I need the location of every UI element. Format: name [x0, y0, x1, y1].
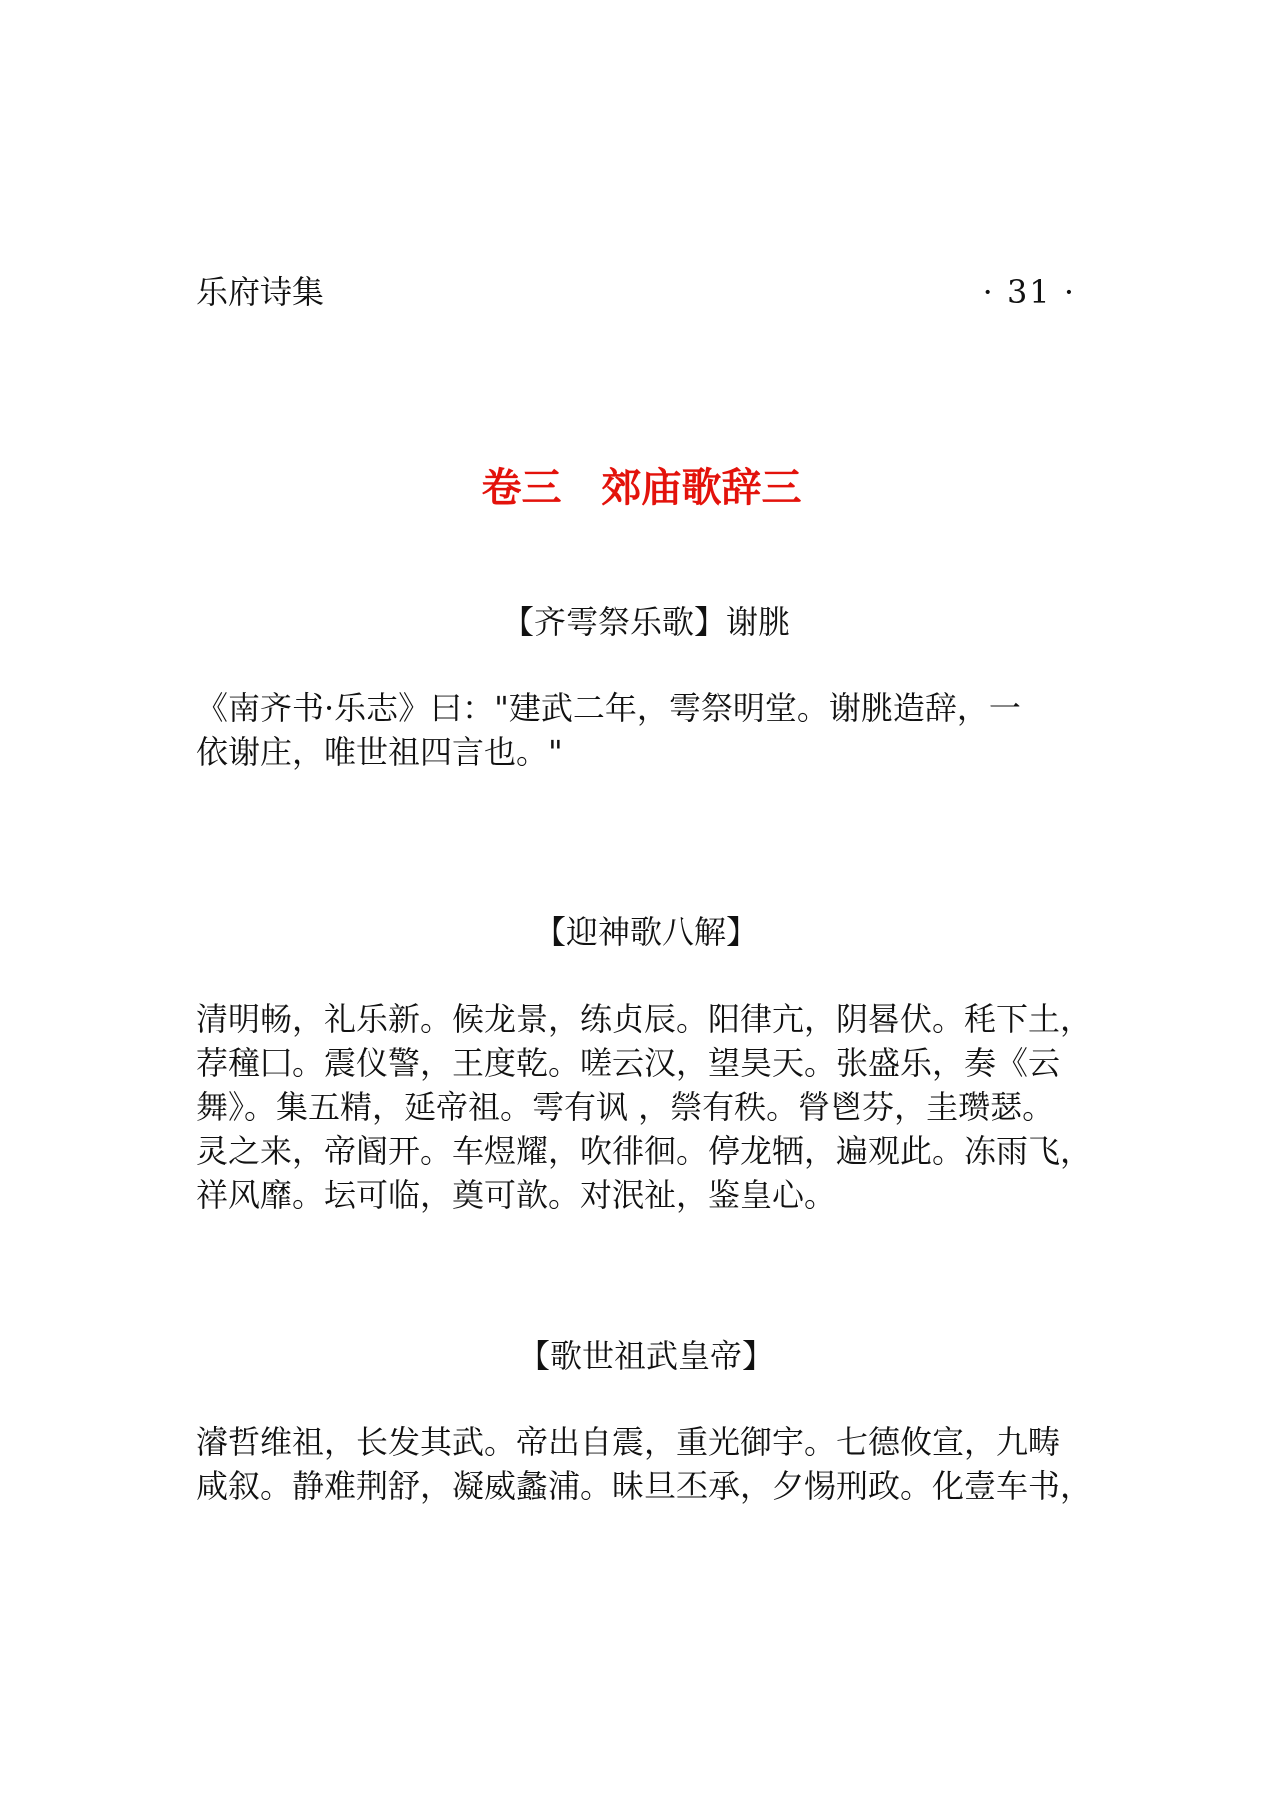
page-number: · 31 ·	[982, 273, 1076, 311]
section-body-qi-yuji	[196, 686, 1096, 774]
section-heading-qi-yuji: 【齐雩祭乐歌】谢朓	[501, 603, 790, 641]
text-line: 咸叙。静难荆舒，凝威蠡浦。昧旦丕承，夕惕刑政。化壹车书，	[196, 1467, 1093, 1505]
text-line: 灵之来，帝阍开。车煜耀，吹徘徊。停龙牺，遍观此。冻雨飞，	[196, 1132, 1093, 1170]
text-line: 荐穜囗。震仪警，王度乾。嗟云汉，望昊天。张盛乐，奏《云	[196, 1044, 1061, 1082]
section-heading-yingshen: 【迎神歌八解】	[533, 913, 758, 951]
text-line: 祥风靡。坛可临，奠可歆。对泯祉，鉴皇心。	[196, 1176, 837, 1214]
chapter-title: 卷三 郊庙歌辞三	[481, 465, 802, 511]
text-line: 濬哲维祖，长发其武。帝出自震，重光御宇。七德攸宣，九畴	[196, 1423, 1061, 1461]
text-line: 《南齐书·乐志》曰："建武二年，雩祭明堂。谢朓造辞，一	[196, 689, 1021, 727]
section-heading-shizu: 【歌世祖武皇帝】	[517, 1337, 774, 1375]
section-body-shizu	[196, 1420, 1096, 1508]
book-title: 乐府诗集	[196, 273, 325, 311]
section-body-yingshen	[196, 997, 1096, 1217]
text-line: 清明畅，礼乐新。候龙景，练贞辰。阳律亢，阴晷伏。秏下土，	[196, 1000, 1093, 1038]
text-line: 依谢庄，唯世祖四言也。"	[196, 733, 563, 771]
text-line: 舞》。集五精，延帝祖。雩有讽 ，禜有秩。膋鬯芬，圭瓒瑟。	[196, 1088, 1055, 1126]
running-header	[196, 270, 1076, 314]
